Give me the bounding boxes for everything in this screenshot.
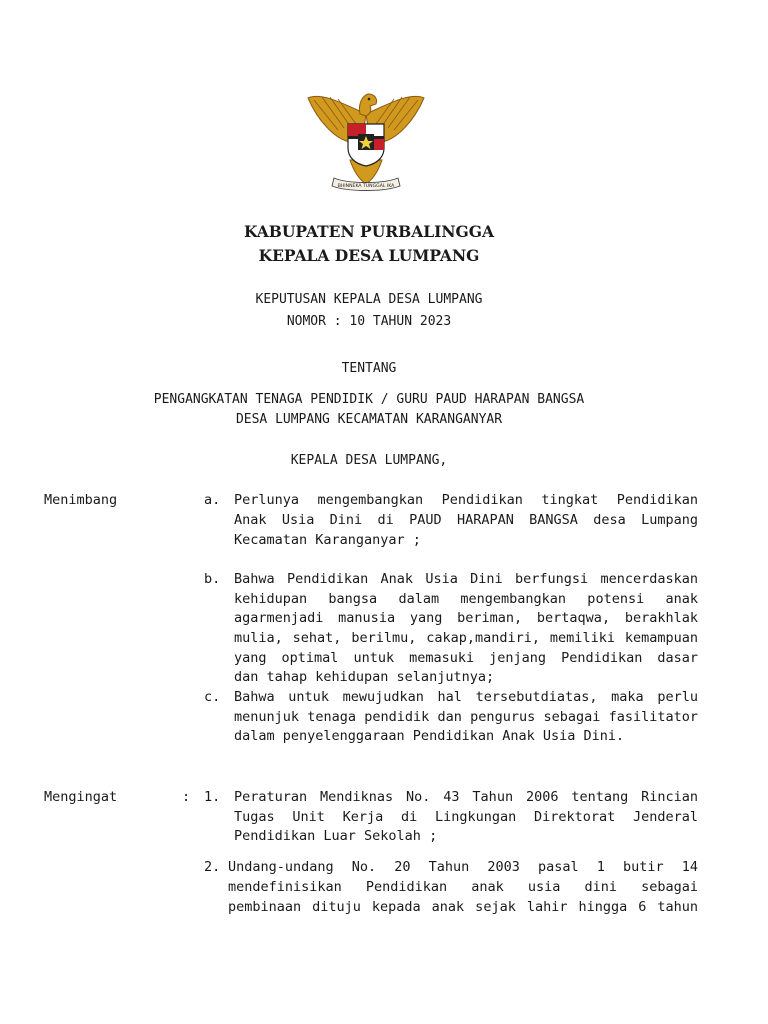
mengingat-marker-2: 2. — [204, 859, 221, 875]
mengingat-2-line: mendefinisikan Pendidikan anak usia dini sebagai — [228, 879, 698, 895]
menimbang-label: Menimbang — [44, 492, 118, 508]
menimbang-marker-b: b. — [204, 571, 221, 587]
menimbang-marker-a: a. — [204, 492, 221, 508]
mengingat-1-line: Peraturan Mendiknas No. 43 Tahun 2006 tentang Rincian — [234, 789, 698, 805]
decree-subject-line1: PENGANGKATAN TENAGA PENDIDIK / GURU PAUD HARAPAN BANGSA — [153, 392, 585, 407]
menimbang-a-line: Perlunya mengembangkan Pendidikan tingkat Pendidikan — [234, 492, 698, 508]
village-head-title: KEPALA DESA LUMPANG — [258, 246, 480, 265]
garuda-emblem-icon — [304, 84, 428, 194]
menimbang-c-line: dalam penyelenggaraan Pendidikan Anak Usia Dini. — [234, 728, 625, 744]
menimbang-c-line: menunjuk tenaga pendidik dan pengurus sebagai fasilitator — [234, 709, 698, 725]
menimbang-b-line: kehidupan bangsa dalam mengembangkan potensi anak — [234, 591, 698, 607]
decree-title: KEPUTUSAN KEPALA DESA LUMPANG — [255, 292, 483, 307]
emblem-motto: BHINNEKA TUNGGAL IKA — [337, 184, 395, 189]
mengingat-1-line: Tugas Unit Kerja di Lingkungan Direktorat Jenderal — [234, 809, 698, 825]
mengingat-label: Mengingat — [44, 789, 118, 805]
menimbang-c-line: Bahwa untuk mewujudkan hal tersebutdiatas, maka perlu — [234, 689, 698, 705]
menimbang-b-line: mulia, sehat, berilmu, cakap,mandiri, memiliki kemampuan — [234, 630, 698, 646]
menimbang-b-line: dan tahap kehidupan selanjutnya; — [234, 669, 495, 685]
mengingat-marker-1: 1. — [204, 789, 221, 805]
menimbang-b-line: Bahwa Pendidikan Anak Usia Dini berfungsi mencerdaskan — [234, 571, 698, 587]
menimbang-b-line: yang optimal untuk memasuki jenjang Pendidikan dasar — [234, 650, 698, 666]
menimbang-a-line: Anak Usia Dini di PAUD HARAPAN BANGSA desa Lumpang — [234, 512, 698, 528]
about-heading: TENTANG — [341, 361, 397, 376]
decree-number: NOMOR : 10 TAHUN 2023 — [286, 314, 452, 329]
mengingat-colon: : — [182, 789, 191, 805]
mengingat-2-line: Undang-undang No. 20 Tahun 2003 pasal 1 butir 14 — [228, 859, 698, 875]
regency-title: KABUPATEN PURBALINGGA — [243, 222, 495, 241]
decree-subject-line2: DESA LUMPANG KECAMATAN KARANGANYAR — [235, 412, 503, 427]
menimbang-b-line: agarmenjadi manusia yang beriman, bertaqwa, berakhlak — [234, 610, 698, 626]
mengingat-2-line: pembinaan dituju kepada anak sejak lahir hingga 6 tahun — [228, 899, 698, 915]
authority-line: KEPALA DESA LUMPANG, — [290, 453, 448, 468]
menimbang-a-line: Kecamatan Karanganyar ; — [234, 532, 421, 548]
mengingat-1-line: Pendidikan Luar Sekolah ; — [234, 828, 438, 844]
menimbang-marker-c: c. — [204, 689, 221, 705]
